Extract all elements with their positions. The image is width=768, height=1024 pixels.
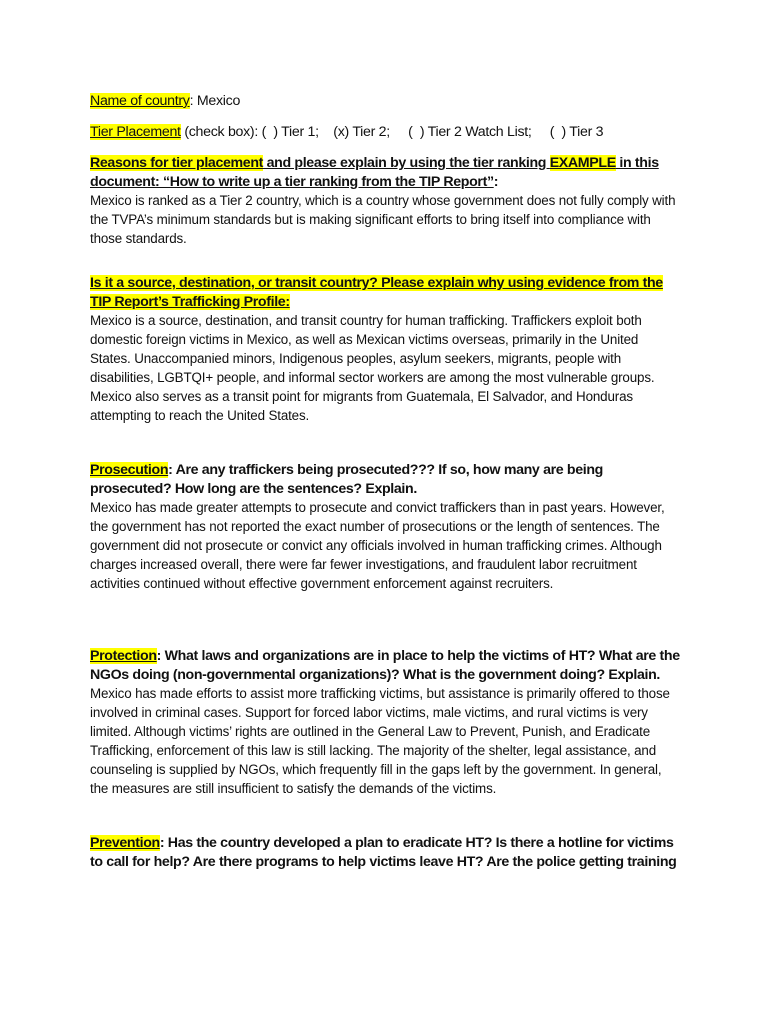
source-question-text: Is it a source, destination, or transit country? Please explain why using evidence from the TIP Report’s Trafficking Profile: (90, 275, 663, 310)
protection-label: Protection (90, 648, 157, 664)
reasons-question-mid: and please explain by using the tier ranking (263, 155, 550, 171)
reasons-colon: : (493, 173, 499, 190)
prevention-label: Prevention (90, 835, 160, 851)
reasons-question (90, 154, 680, 191)
prosecution-answer: Mexico has made greater attempts to prosecute and convict traffickers than in past years. However, the government has not reported the exact number of prosecutions or the length of sentences. The government did not prosecute or convict any officials involved in human trafficking crimes. Although charges increased overall, there were far fewer investigations, and fraudulent labor recruitment activities continued without effective government enforcement against recruiters. (90, 500, 665, 591)
reasons-label: Reasons for tier placement (90, 155, 264, 171)
reasons-question-end: in this document: “How to write up a tier ranking from the TIP Report” (90, 155, 659, 190)
tier-options: (check box): ( ) Tier 1; (x) Tier 2; ( ) Tier 2 Watch List; ( ) Tier 3 (180, 124, 604, 140)
protection-question-text: : What laws and organizations are in place to help the victims of HT? What are the NGOs doing (non-governmental organizations)? What is the government doing? Explain. (90, 648, 680, 683)
prosecution-question (90, 461, 680, 498)
country-separator: : (189, 93, 197, 109)
document-content (90, 92, 680, 871)
protection-question (90, 647, 680, 684)
source-question (90, 274, 680, 311)
source-answer: Mexico is a source, destination, and transit country for human trafficking. Traffickers exploit both domestic foreign victims in Mexico, as well as Mexican victims overseas, primarily in the United States. Unaccompanied minors, Indigenous peoples, asylum seekers, migrants, people with disabilities, LGBTQI+ people, and informal sector workers are among the most vulnerable groups. Mexico also serves as a transit point for migrants from Guatemala, El Salvador, and Honduras attempting to reach the United States. (90, 313, 655, 423)
prosecution-question-text: : Are any traffickers being prosecuted??? If so, how many are being prosecuted? How long are the sentences? Explain. (90, 462, 603, 497)
protection-answer: Mexico has made efforts to assist more trafficking victims, but assistance is primarily offered to those involved in criminal cases. Support for forced labor victims, male victims, and rural victims is very limited. Although victims’ rights are outlined in the General Law to Prevent, Punish, and Eradicate Trafficking, enforcement of this law is still lacking. The majority of the shelter, legal assistance, and counseling is supplied by NGOs, which frequently fill in the gaps left by the government. In general, the measures are still insufficient to satisfy the demands of the victims. (90, 686, 670, 796)
prosecution-label: Prosecution (90, 462, 169, 478)
tier-label: Tier Placement (90, 124, 181, 140)
reasons-answer: Mexico is ranked as a Tier 2 country, which is a country whose government does not fully comply with the TVPA’s minimum standards but is making significant efforts to bring itself into compliance with those standards. (90, 193, 676, 246)
country-label: Name of country (90, 93, 190, 109)
reasons-example: EXAMPLE (549, 155, 616, 171)
tier-line (90, 123, 680, 142)
country-line (90, 92, 680, 111)
prevention-question (90, 834, 680, 871)
prevention-question-text: : Has the country developed a plan to eradicate HT? Is there a hotline for victims to call for help? Are there programs to help victims leave HT? Are the police getting training (90, 835, 677, 870)
country-value: Mexico (196, 93, 241, 109)
